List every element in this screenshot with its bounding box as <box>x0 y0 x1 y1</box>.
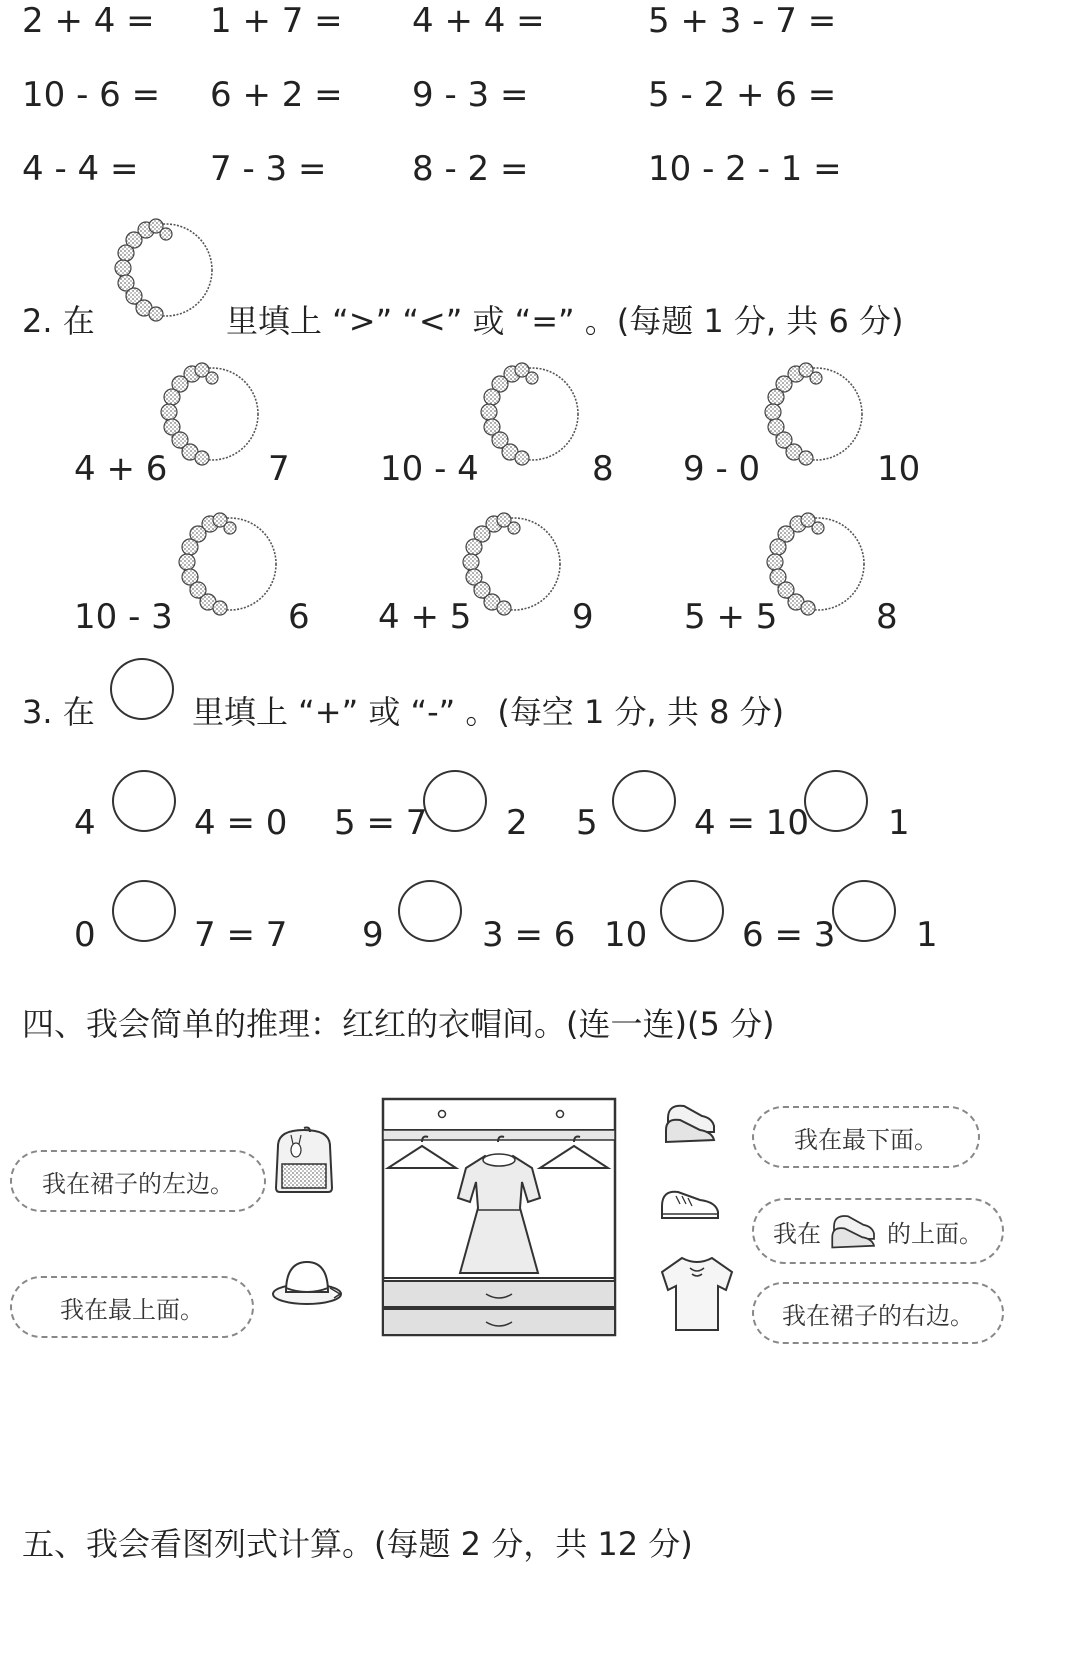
bubble-text: 我在裙子的右边。 <box>782 1301 974 1330</box>
comparison-right: 6 <box>288 597 310 637</box>
problem: 8 - 2 = <box>412 149 529 189</box>
comparison-left: 4 + 5 <box>378 597 472 637</box>
operator-blank[interactable] <box>612 770 676 832</box>
problem: 5 - 2 + 6 = <box>648 75 837 115</box>
problem: 9 - 3 = <box>412 75 529 115</box>
sneakers-icon <box>658 1186 722 1222</box>
problem: 5 + 3 - 7 = <box>648 1 837 41</box>
comparison-left: 9 - 0 <box>683 449 761 489</box>
problem: 10 - 2 - 1 = <box>648 149 842 189</box>
operator-blank[interactable] <box>832 880 896 942</box>
problem: 4 + 4 = <box>412 1 545 41</box>
problem: 4 - 4 = <box>22 149 139 189</box>
bubble-text: 我在最下面。 <box>794 1125 938 1154</box>
operator-blank[interactable] <box>398 880 462 942</box>
operand: 4 = 10 <box>694 803 809 843</box>
problem: 7 - 3 = <box>210 149 327 189</box>
operator-blank[interactable] <box>112 770 176 832</box>
bubble-text: 我在 <box>773 1219 821 1248</box>
shirt-icon <box>658 1254 736 1334</box>
operand: 3 = 6 <box>482 915 576 955</box>
comparison-right: 10 <box>877 449 921 489</box>
bubble-text: 我在裙子的左边。 <box>42 1169 234 1198</box>
problem: 1 + 7 = <box>210 1 343 41</box>
q3-instruction: 里填上 “+” 或 “-” 。(每空 1 分, 共 8 分) <box>192 693 785 731</box>
comparison-left: 5 + 5 <box>684 597 778 637</box>
section4-title: 四、我会简单的推理：红红的衣帽间。(连一连)(5 分) <box>22 1005 775 1043</box>
operator-blank[interactable] <box>112 880 176 942</box>
problem: 2 + 4 = <box>22 1 155 41</box>
comparison-left: 4 + 6 <box>74 449 168 489</box>
circle-icon <box>110 658 174 720</box>
operator-blank[interactable] <box>423 770 487 832</box>
answer-wreath[interactable] <box>470 362 590 472</box>
answer-wreath[interactable] <box>452 512 572 622</box>
answer-wreath[interactable] <box>754 362 874 472</box>
speech-bubble-sneakers <box>752 1198 1004 1264</box>
speech-bubble-shoes <box>752 1106 980 1168</box>
shoes-icon <box>827 1211 881 1251</box>
wardrobe-icon <box>382 1098 616 1338</box>
operand: 7 = 7 <box>194 915 288 955</box>
comparison-left: 10 - 3 <box>74 597 173 637</box>
problem: 10 - 6 = <box>22 75 161 115</box>
problem: 6 + 2 = <box>210 75 343 115</box>
answer-wreath[interactable] <box>168 512 288 622</box>
operand: 1 <box>916 915 938 955</box>
answer-wreath[interactable] <box>756 512 876 622</box>
shoes-icon <box>662 1100 720 1146</box>
wreath-circle-icon <box>104 218 224 328</box>
bubble-text: 我在最上面。 <box>60 1295 204 1324</box>
q3-prefix: 3. 在 <box>22 693 95 731</box>
speech-bubble-shirt <box>752 1282 1004 1344</box>
operand: 9 <box>362 915 384 955</box>
q2-prefix: 2. 在 <box>22 302 95 340</box>
comparison-right: 8 <box>876 597 898 637</box>
operand: 0 <box>74 915 96 955</box>
operand: 5 <box>576 803 598 843</box>
hat-icon <box>270 1258 344 1308</box>
section5-title: 五、我会看图列式计算。(每题 2 分，共 12 分) <box>22 1525 693 1563</box>
comparison-left: 10 - 4 <box>380 449 479 489</box>
operand: 10 <box>604 915 648 955</box>
operator-blank[interactable] <box>804 770 868 832</box>
bubble-text: 的上面。 <box>887 1219 983 1248</box>
q2-instruction: 里填上 “>” “<” 或 “=” 。(每题 1 分, 共 6 分) <box>226 302 904 340</box>
operand: 6 = 3 <box>742 915 836 955</box>
operator-blank[interactable] <box>660 880 724 942</box>
backpack-icon <box>268 1124 340 1196</box>
operand: 4 = 0 <box>194 803 288 843</box>
comparison-right: 9 <box>572 597 594 637</box>
answer-wreath[interactable] <box>150 362 270 472</box>
operand: 5 = 7 <box>334 803 428 843</box>
speech-bubble-backpack <box>10 1150 266 1212</box>
comparison-right: 7 <box>268 449 290 489</box>
speech-bubble-hat <box>10 1276 254 1338</box>
operand: 4 <box>74 803 96 843</box>
comparison-right: 8 <box>592 449 614 489</box>
operand: 2 <box>506 803 528 843</box>
operand: 1 <box>888 803 910 843</box>
